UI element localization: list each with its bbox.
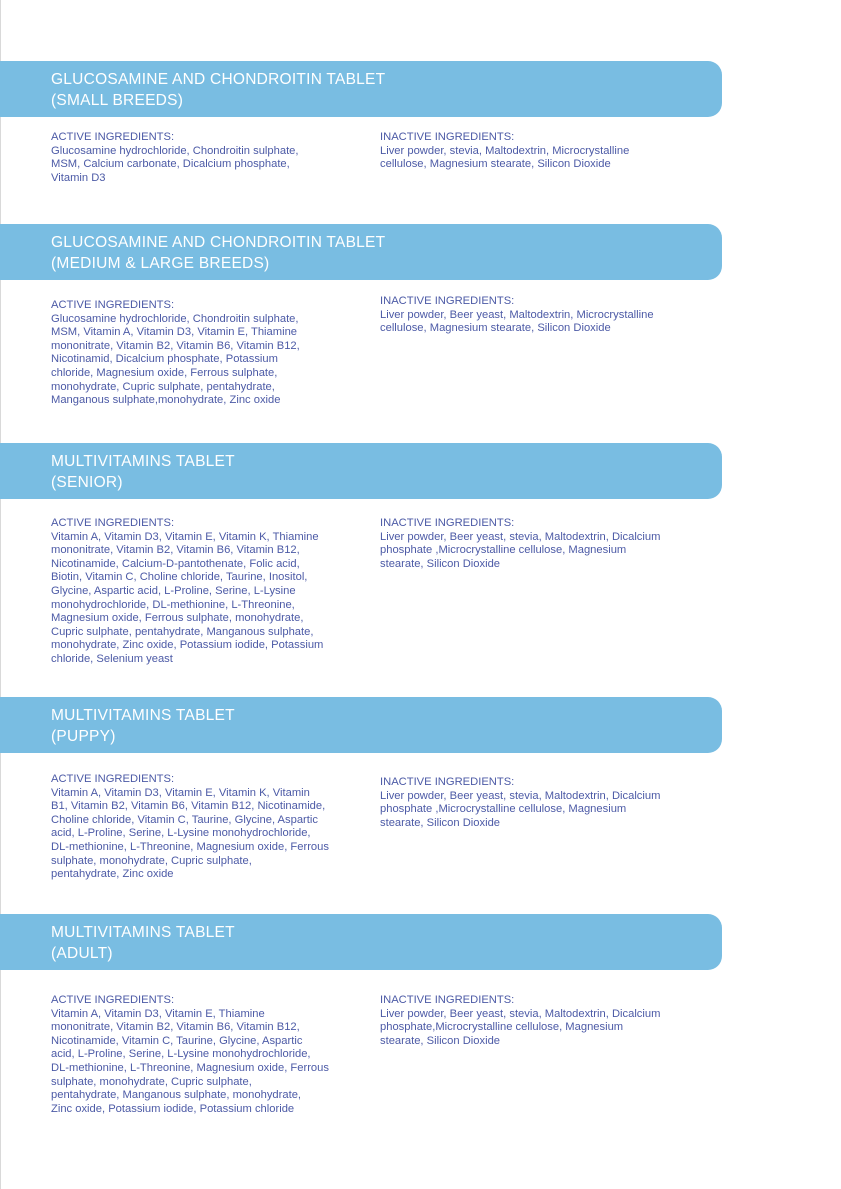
ingredient-line: monohydrochloride, DL-methionine, L-Threonine,	[51, 598, 295, 611]
ingredient-line: Nicotinamide, Vitamin C, Taurine, Glycine, Aspartic	[51, 1034, 303, 1047]
ingredient-line: mononitrate, Vitamin B2, Vitamin B6, Vitamin B12,	[51, 544, 300, 557]
active-ingredients-label: ACTIVE INGREDIENTS:	[51, 773, 175, 785]
ingredient-line: Liver powder, Beer yeast, Maltodextrin, Microcrystalline	[380, 308, 654, 321]
ingredient-line: mononitrate, Vitamin B2, Vitamin B6, Vitamin B12,	[51, 339, 300, 352]
ingredient-line: stearate, Silicon Dioxide	[380, 1034, 501, 1047]
active-ingredients-list	[51, 787, 351, 882]
active-ingredients-list	[51, 313, 351, 408]
ingredient-line: mononitrate, Vitamin B2, Vitamin B6, Vitamin B12,	[51, 1021, 300, 1034]
product-subtitle: (SMALL BREEDS)	[51, 91, 184, 109]
active-ingredients-list	[51, 531, 351, 667]
product-title: MULTIVITAMINS TABLET	[51, 924, 235, 941]
inactive-ingredients-list	[380, 309, 710, 336]
ingredient-line: cellulose, Magnesium stearate, Silicon Dioxide	[380, 322, 611, 335]
ingredient-line: pentahydrate, Zinc oxide	[51, 868, 174, 881]
ingredient-line: acid, L-Proline, Serine, L-Lysine monohydrochloride,	[51, 827, 311, 840]
product-title-banner	[0, 914, 722, 970]
ingredient-line: Liver powder, Beer yeast, stevia, Maltodextrin, Dicalcium	[380, 1007, 661, 1020]
product-title: MULTIVITAMINS TABLET	[51, 707, 235, 724]
ingredient-line: chloride, Selenium yeast	[51, 652, 173, 665]
active-ingredients-list	[51, 145, 351, 186]
ingredient-line: Choline chloride, Vitamin C, Taurine, Glycine, Aspartic	[51, 813, 318, 826]
ingredient-line: Liver powder, Beer yeast, stevia, Maltodextrin, Dicalcium	[380, 530, 661, 543]
active-ingredients-label: ACTIVE INGREDIENTS:	[51, 299, 175, 311]
active-ingredients	[51, 773, 351, 882]
active-ingredients	[51, 517, 351, 667]
product-title: GLUCOSAMINE AND CHONDROITIN TABLET	[51, 71, 386, 88]
active-ingredients-label: ACTIVE INGREDIENTS:	[51, 994, 175, 1006]
ingredient-line: Magnesium oxide, Ferrous sulphate, monohydrate,	[51, 612, 304, 625]
ingredient-line: phosphate ,Microcrystalline cellulose, Magnesium	[380, 803, 627, 816]
active-ingredients	[51, 131, 351, 185]
ingredient-line: MSM, Vitamin A, Vitamin D3, Vitamin E, Thiamine	[51, 326, 298, 339]
product-title: MULTIVITAMINS TABLET	[51, 453, 235, 470]
ingredient-line: sulphate, monohydrate, Cupric sulphate,	[51, 1075, 252, 1088]
product-subtitle: (SENIOR)	[51, 473, 123, 491]
inactive-ingredients-label: INACTIVE INGREDIENTS:	[380, 994, 515, 1006]
ingredient-line: Liver powder, stevia, Maltodextrin, Microcrystalline	[380, 144, 630, 157]
inactive-ingredients	[380, 994, 710, 1048]
ingredient-line: Biotin, Vitamin C, Choline chloride, Taurine, Inositol,	[51, 571, 308, 584]
ingredient-line: monohydrate, Cupric sulphate, pentahydrate,	[51, 380, 275, 393]
ingredient-line: sulphate, monohydrate, Cupric sulphate,	[51, 854, 252, 867]
active-ingredients-label: ACTIVE INGREDIENTS:	[51, 517, 175, 529]
ingredient-line: cellulose, Magnesium stearate, Silicon Dioxide	[380, 158, 611, 171]
inactive-ingredients-list	[380, 790, 710, 831]
ingredient-line: stearate, Silicon Dioxide	[380, 816, 501, 829]
inactive-ingredients-list	[380, 145, 710, 172]
product-title: GLUCOSAMINE AND CHONDROITIN TABLET	[51, 234, 386, 251]
ingredient-line: Nicotinamid, Dicalcium phosphate, Potassium	[51, 353, 278, 366]
ingredient-line: Glucosamine hydrochloride, Chondroitin sulphate,	[51, 312, 299, 325]
ingredient-line: DL-methionine, L-Threonine, Magnesium oxide, Ferrous	[51, 840, 329, 853]
ingredient-line: Manganous sulphate,monohydrate, Zinc oxide	[51, 394, 281, 407]
ingredient-line: Vitamin A, Vitamin D3, Vitamin E, Thiamine	[51, 1007, 265, 1020]
page-edge-line	[0, 0, 1, 1189]
inactive-ingredients-list	[380, 1008, 710, 1049]
ingredient-line: Cupric sulphate, pentahydrate, Manganous sulphate,	[51, 625, 314, 638]
ingredient-line: Glucosamine hydrochloride, Chondroitin sulphate,	[51, 144, 299, 157]
product-subtitle: (MEDIUM & LARGE BREEDS)	[51, 254, 270, 272]
ingredient-line: acid, L-Proline, Serine, L-Lysine monohydrochloride,	[51, 1048, 311, 1061]
product-subtitle: (ADULT)	[51, 944, 113, 962]
inactive-ingredients-label: INACTIVE INGREDIENTS:	[380, 517, 515, 529]
inactive-ingredients	[380, 295, 710, 336]
inactive-ingredients-label: INACTIVE INGREDIENTS:	[380, 131, 515, 143]
ingredient-line: Vitamin D3	[51, 171, 106, 184]
ingredient-line: Vitamin A, Vitamin D3, Vitamin E, Vitamin K, Vitamin	[51, 786, 310, 799]
ingredient-line: MSM, Calcium carbonate, Dicalcium phosphate,	[51, 158, 290, 171]
product-title-banner	[0, 224, 722, 280]
active-ingredients	[51, 299, 351, 408]
inactive-ingredients	[380, 517, 710, 571]
ingredient-line: phosphate ,Microcrystalline cellulose, Magnesium	[380, 544, 627, 557]
ingredient-line: Vitamin A, Vitamin D3, Vitamin E, Vitamin K, Thiamine	[51, 530, 319, 543]
ingredient-line: pentahydrate, Manganous sulphate, monohydrate,	[51, 1089, 302, 1102]
active-ingredients	[51, 994, 351, 1116]
inactive-ingredients-label: INACTIVE INGREDIENTS:	[380, 295, 515, 307]
ingredient-line: chloride, Magnesium oxide, Ferrous sulphate,	[51, 366, 278, 379]
product-title-banner	[0, 443, 722, 499]
product-title-banner	[0, 697, 722, 753]
ingredient-line: stearate, Silicon Dioxide	[380, 557, 501, 570]
ingredient-line: Glycine, Aspartic acid, L-Proline, Serine, L-Lysine	[51, 584, 296, 597]
ingredient-line: Zinc oxide, Potassium iodide, Potassium chloride	[51, 1102, 295, 1115]
product-title-banner	[0, 61, 722, 117]
active-ingredients-list	[51, 1008, 351, 1117]
ingredient-line: phosphate,Microcrystalline cellulose, Magnesium	[380, 1021, 624, 1034]
ingredient-line: B1, Vitamin B2, Vitamin B6, Vitamin B12, Nicotinamide,	[51, 800, 326, 813]
ingredient-line: Nicotinamide, Calcium-D-pantothenate, Folic acid,	[51, 557, 300, 570]
inactive-ingredients-label: INACTIVE INGREDIENTS:	[380, 776, 515, 788]
inactive-ingredients	[380, 776, 710, 830]
product-subtitle: (PUPPY)	[51, 727, 116, 745]
ingredient-line: DL-methionine, L-Threonine, Magnesium oxide, Ferrous	[51, 1061, 329, 1074]
inactive-ingredients-list	[380, 531, 710, 572]
inactive-ingredients	[380, 131, 710, 172]
ingredient-line: monohydrate, Zinc oxide, Potassium iodide, Potassium	[51, 639, 324, 652]
active-ingredients-label: ACTIVE INGREDIENTS:	[51, 131, 175, 143]
ingredient-line: Liver powder, Beer yeast, stevia, Maltodextrin, Dicalcium	[380, 789, 661, 802]
